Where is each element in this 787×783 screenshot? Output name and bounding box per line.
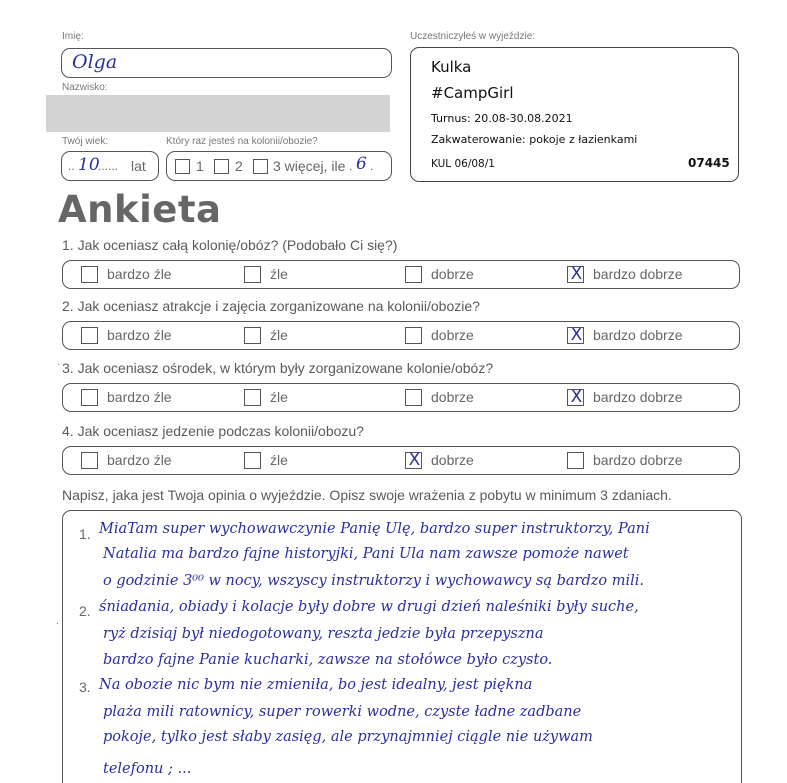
essay-num-1: 1.: [79, 526, 91, 542]
camp-turnus: Turnus: 20.08-30.08.2021: [431, 112, 573, 125]
question-2-option-label: dobrze: [431, 327, 474, 343]
question-1-option-label: bardzo źle: [107, 266, 172, 282]
question-1-checkbox-4[interactable]: [567, 266, 584, 283]
question-4-options: [62, 446, 740, 475]
name-value: Olga: [72, 51, 118, 73]
essay-line: plaża mili ratownicy, super rowerki wodne, czyste ładne zadbane: [103, 704, 582, 720]
camp-name: Kulka: [431, 58, 472, 76]
question-1-text: 1. Jak oceniasz całą kolonię/obóz? (Podobało Ci się?): [62, 237, 398, 253]
question-3-checkbox-3[interactable]: [405, 389, 422, 406]
question-2-checkbox-3[interactable]: [405, 327, 422, 344]
question-4-checkbox-4[interactable]: [567, 452, 584, 469]
question-4-option-label: źle: [270, 452, 288, 468]
essay-line: pokoje, tylko jest słaby zasięg, ale przynajmniej ciągle nie używam: [103, 729, 593, 745]
question-2-checkbox-4[interactable]: [567, 327, 584, 344]
essay-prompt: Napisz, jaka jest Twoja opinia o wyjeździe. Opisz swoje wrażenia z pobytu w minimum 3 zdaniach.: [62, 487, 672, 503]
question-4-checkbox-2[interactable]: [244, 452, 261, 469]
question-4-option-label: dobrze: [431, 452, 474, 468]
question-1-option-label: źle: [270, 266, 288, 282]
question-4-option-label: bardzo dobrze: [593, 452, 683, 468]
camp-number: 07445: [688, 156, 730, 170]
question-1-checkbox-3[interactable]: [405, 266, 422, 283]
times-dots-right: .: [370, 159, 374, 173]
question-2-option-label: bardzo dobrze: [593, 327, 683, 343]
question-1-checkbox-2[interactable]: [244, 266, 261, 283]
question-2-checkbox-2[interactable]: [244, 327, 261, 344]
times-opt3-label: 3 więcej, ile: [273, 158, 346, 174]
essay-num-3: 3.: [79, 679, 91, 695]
essay-line: MiaTam super wychowawczynie Panię Ulę, bardzo super instruktorzy, Pani: [99, 521, 650, 537]
essay-line: śniadania, obiady i kolacje były dobre w drugi dzień naleśniki były suche,: [99, 599, 639, 615]
question-3-checkbox-2[interactable]: [244, 389, 261, 406]
age-suffix: lat: [131, 158, 146, 174]
page-title: Ankieta: [58, 188, 222, 231]
essay-line: ryż dzisiaj był niedogotowany, reszta jedzie była przepyszna: [103, 626, 544, 642]
camp-hashtag: #CampGirl: [431, 84, 514, 102]
age-label: Twój wiek:: [62, 136, 109, 147]
question-2-option-label: bardzo źle: [107, 327, 172, 343]
question-3-text: 3. Jak oceniasz ośrodek, w którym były zorganizowane kolonie/obóz?: [62, 360, 494, 376]
times-value: 6: [356, 154, 367, 174]
essay-box[interactable]: [62, 510, 742, 783]
question-4-option-label: bardzo źle: [107, 452, 172, 468]
question-3-checkbox-4[interactable]: [567, 389, 584, 406]
age-dots: ......: [98, 159, 119, 173]
surname-redaction: [46, 95, 390, 132]
check-mark: X: [570, 325, 583, 345]
check-mark: X: [408, 450, 421, 470]
question-3-options: [62, 383, 740, 412]
question-3-option-label: źle: [270, 389, 288, 405]
question-2-option-label: źle: [270, 327, 288, 343]
times-dots: .: [349, 159, 353, 173]
question-4-text: 4. Jak oceniasz jedzenie podczas kolonii/obozu?: [62, 423, 364, 439]
camp-accommodation: Zakwaterowanie: pokoje z łazienkami: [431, 133, 638, 146]
question-3-checkbox-1[interactable]: [81, 389, 98, 406]
name-field[interactable]: [61, 48, 392, 78]
question-4-checkbox-3[interactable]: [405, 452, 422, 469]
essay-line: telefonu ; ...: [103, 761, 192, 777]
check-mark: X: [570, 264, 583, 284]
times-label: Który raz jesteś na kolonii/obozie?: [166, 136, 318, 147]
question-2-options: [62, 321, 740, 350]
question-2-checkbox-1[interactable]: [81, 327, 98, 344]
times-opt2-label: 2: [235, 158, 243, 174]
age-field[interactable]: [61, 151, 159, 181]
check-mark: X: [570, 387, 583, 407]
essay-line: o godzinie 3⁰⁰ w nocy, wszyscy instruktorzy i wychowawcy są bardzo mili.: [103, 573, 645, 589]
question-3-option-label: bardzo źle: [107, 389, 172, 405]
times-checkbox-3[interactable]: [253, 159, 268, 174]
margin-dot-1: .: [57, 357, 60, 368]
times-opt1-label: 1: [196, 158, 204, 174]
essay-line: bardzo fajne Panie kucharki, zawsze na stołówce było czysto.: [103, 652, 553, 668]
question-3-option-label: bardzo dobrze: [593, 389, 683, 405]
question-2-text: 2. Jak oceniasz atrakcje i zajęcia zorganizowane na kolonii/obozie?: [62, 298, 480, 314]
times-field[interactable]: [166, 151, 392, 181]
question-1-option-label: dobrze: [431, 266, 474, 282]
question-3-option-label: dobrze: [431, 389, 474, 405]
camp-code: KUL 06/08/1: [431, 158, 495, 170]
question-1-checkbox-1[interactable]: [81, 266, 98, 283]
margin-dot-2: .: [56, 616, 59, 627]
essay-line: Na obozie nic bym nie zmieniła, bo jest idealny, jest piękna: [99, 677, 533, 693]
surname-label: Nazwisko:: [62, 82, 108, 93]
essay-line: Natalia ma bardzo fajne historyjki, Pani Ula nam zawsze pomoże nawet: [103, 546, 629, 562]
name-label: Imię:: [62, 31, 84, 42]
question-1-options: [62, 260, 740, 289]
times-checkbox-1[interactable]: [175, 159, 190, 174]
age-dots-left: ..: [68, 159, 75, 173]
camp-label: Uczestniczyłeś w wyjeździe:: [410, 31, 536, 42]
question-1-option-label: bardzo dobrze: [593, 266, 683, 282]
essay-num-2: 2.: [79, 603, 91, 619]
times-checkbox-2[interactable]: [214, 159, 229, 174]
question-4-checkbox-1[interactable]: [81, 452, 98, 469]
age-value: 10: [78, 155, 100, 175]
camp-info-box: [410, 47, 739, 182]
